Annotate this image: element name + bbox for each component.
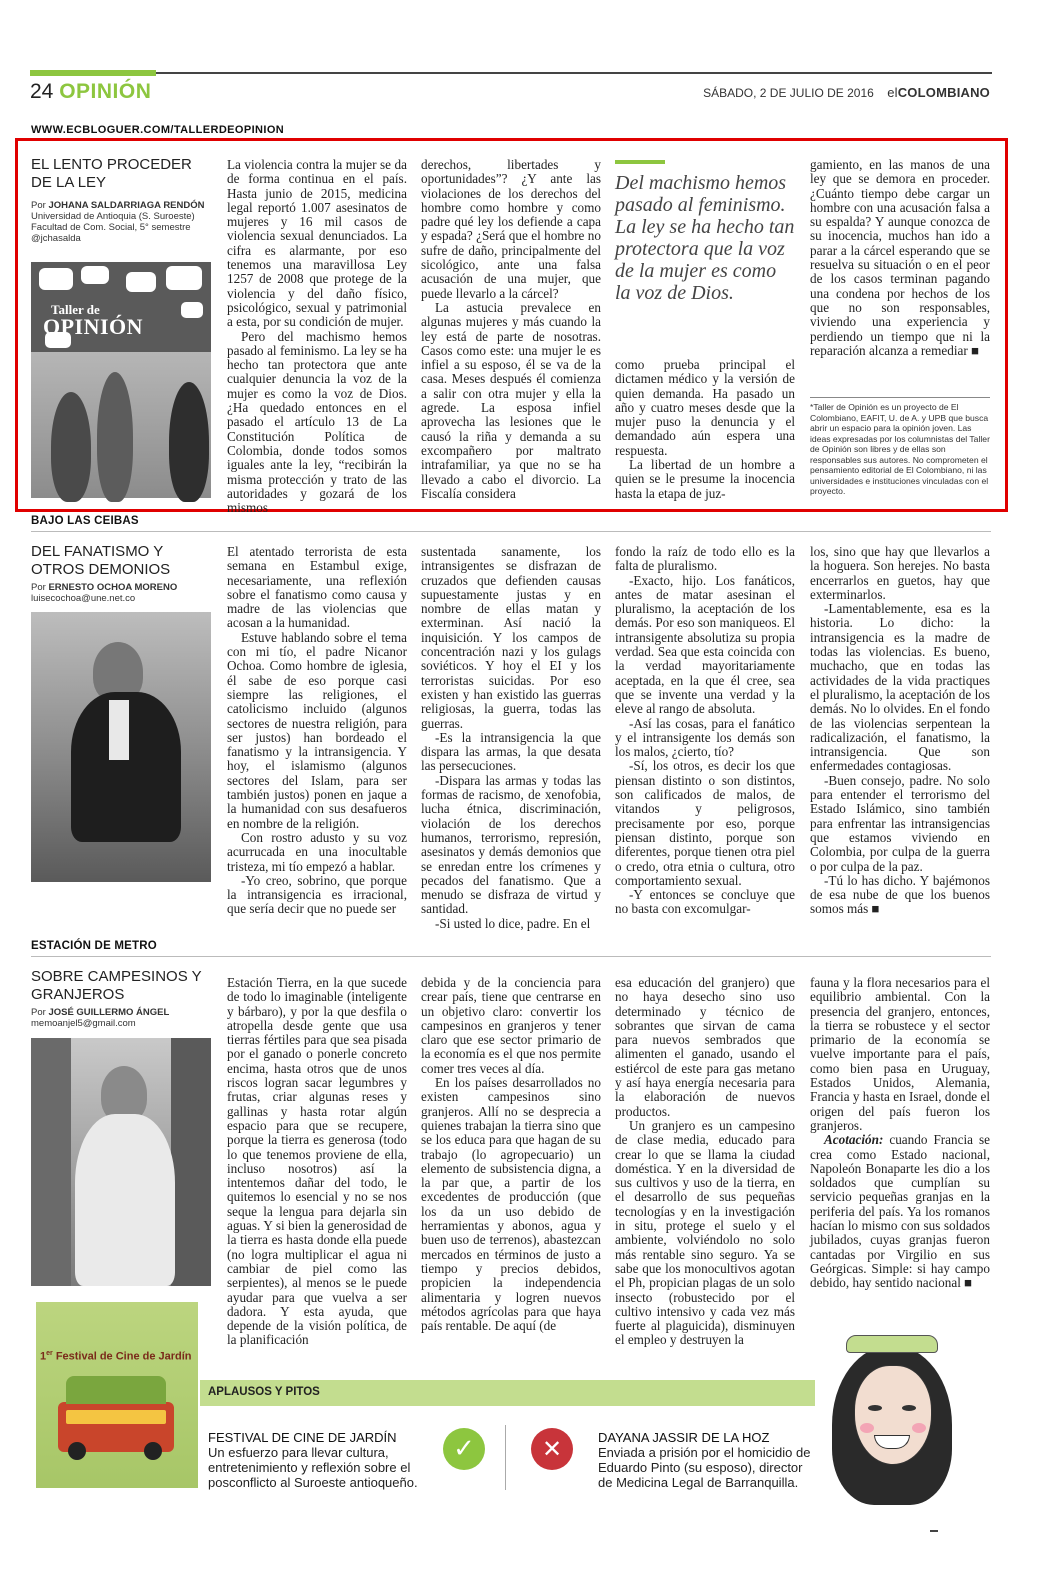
article3-column-2: debida y de la conciencia para crear país, tiene que centrarse en un objetivo claro: convertir los campesinos en granjeros y tener claro que ese sector primario de la economía es el que nos permite comer tres veces al día. En los países desarrollados no existen campesinos sino granjeros. Allí no se desprecia a quienes trabajan la tierra sino que se los educa para que hagan de su trabajo (lo agropecuario) un elemento de subsistencia digna, a la par que, a partir de los excedentes de producción (que los da un uso debido de herramientas y abonos, agua y buen uso de terrenos), abastezcan mercados en términos de justo a tiempo y precios debidos, propicien la independencia alimentaria y logren nuevos métodos agrícolas para que haya país rentable. De aquí (de [421, 975, 601, 1334]
taller-opinion-image [31, 262, 211, 498]
article1-affiliation: Universidad de Antioquia (S. Suroeste) [31, 211, 195, 222]
article2-byline: Por ERNESTO OCHOA MORENO luisecochoa@une.net.co [31, 582, 216, 604]
taller-logo-line1: Taller de [51, 302, 100, 317]
caricature-illustration [832, 1325, 962, 1505]
author-photo-ernesto [31, 612, 211, 882]
dateline [703, 85, 990, 100]
page-mark [930, 1530, 938, 1532]
issue-date: SÁBADO, 2 DE JULIO DE 2016 [703, 86, 874, 100]
article1-title: EL LENTO PROCEDER DE LA LEY [31, 156, 192, 191]
article2-column-1: El atentado terrorista de esta semana en Estambul exige, necesariamente, una reflexión sobre el fanatismo como causa y madre de las violencias que acosan a la humanidad. Estuve hablando sobre el tema con mi tío, el padre Nicanor Ochoa. Como hombre de iglesia, él sabe de eso porque casi siempre las religiones, el catolicismo incluido (algunos sectores de nuestra religión, para ser justos) han bordeado el fanatismo y la intransigencia. Y hoy, el islamismo (algunos sectores del Islam, para ser también justos) ponen en jaque a la humanidad con sus desafueros en nombre de la religión. Con rostro adusto y su voz acurrucada en una inocultable tristeza, mi tío empezó a hablar. -Yo creo, sobrino, que porque la intransigencia es irracional, que sería decir que no puede ser [227, 544, 407, 917]
pito-text: Enviada a prisión por el homicidio de Eduardo Pinto (su esposo), director de Medicina Legal de Barranquilla. [598, 1445, 811, 1490]
article3-author: JOSÉ GUILLERMO ÁNGEL [48, 1007, 170, 1018]
pito-title: DAYANA JASSIR DE LA HOZ [598, 1430, 770, 1445]
taller-url[interactable]: WWW.ECBLOGUER.COM/TALLERDEOPINION [31, 124, 285, 136]
pullquote: Del machismo hemos pasado al feminismo. La ley se ha hecho tan protectora que la voz de la mujer es como la voz de Dios. [615, 172, 795, 304]
article3-email: memoanjel5@gmail.com [31, 1018, 136, 1029]
header-rule [30, 72, 992, 74]
page-header [30, 80, 151, 104]
article3-column-3: esa educación del granjero) que no haya desecho sino uso determinado y técnico de sobrantes que sirvan de cama para nuevos sembrados que alimenten el ganado, usando el estiércol de este para gas metano y así haya energía necesaria para la elaboración de nuevos productos. Un granjero es un campesino de clase media, educado para crear lo que se llama la ciudad doméstica. Y en la diversidad de sus cultivos y uso de la tierra, en el desarrollo de sus pequeñas tecnologías y en la investigación in situ, protege el suelo y el ambiente, volviéndolo no solo más rentable sino seguro. Ya se sabe que los monocultivos agotan el Ph, propician plagas de un solo insecto (robustecido por el cultivo intensivo y cada vez más fuerte al plaguicida), disminuyen el empleo y destruyen la [615, 975, 795, 1348]
article1-byline: Por JOHANA SALDARRIAGA RENDÓN Universidad de Antioquia (S. Suroeste) Facultad de Com. Social, 5° semestre @jchasalda [31, 200, 216, 244]
taller-logo-line2: OPINIÓN [43, 314, 144, 339]
page-number: 24 [30, 80, 54, 103]
article3-section: ESTACIÓN DE METRO [31, 940, 157, 952]
acotacion-label: Acotación: [824, 1132, 884, 1148]
aplausos-divider [505, 1425, 506, 1490]
aplausos-title: APLAUSOS Y PITOS [208, 1386, 320, 1398]
check-icon: ✓ [443, 1428, 485, 1470]
section-name: OPINIÓN [59, 80, 152, 103]
chiva-bus-graphic [58, 1402, 174, 1452]
article2-email: luisecochoa@une.net.co [31, 593, 136, 604]
article1-author: JOHANA SALDARRIAGA RENDÓN [48, 200, 205, 211]
article2-rule [31, 531, 991, 532]
article3-byline: Por JOSÉ GUILLERMO ÁNGEL memoanjel5@gmail.com [31, 1007, 216, 1029]
article2-column-4: los, sino que hay que llevarlos a la hoguera. Son herejes. No basta encerrarlos en guetos, hay que exterminarlos. -Lamentablemente, esa es la historia. Lo dicho: la intransigencia es la madre de todas las violencias. Es bueno, muchacho, que en todas las actividades de la vida practiques el pluralismo, la aceptación de los demás. No lo olvides. En el fondo de las violencias serpentean la radicalización, el fanatismo, la intransigencia. Que son enfermedades contagiosas. -Buen consejo, padre. No solo para entender el terrorismo del Estado Islámico, sino también para enfrentar las intransigencias que estamos viviendo en Colombia, por culpa de la guerra o por culpa de la paz. -Tú lo has dicho. Y bajémonos de esa nube de que los buenos somos más ■ [810, 544, 990, 917]
article2-title: DEL FANATISMO Y OTROS DEMONIOS [31, 543, 171, 578]
article1-handle: @jchasalda [31, 233, 81, 244]
note-rule [810, 397, 990, 398]
article2-column-3: fondo la raíz de todo ello es la falta de pluralismo. -Exacto, hijo. Los fanáticos, antes de matar asesinan el pluralismo, la aceptación de los demás. Por eso son maniqueos. El intransigente absolutiza su propia verdad. Sea que esta coincida con la verdad mayoritariamente aceptada, en la que él cree, sea que se invente una verdad y la eleve al rango de absoluta. -Así las cosas, para el fanático y el intransigente los demás son los malos, ¿cierto, tío? -Sí, los otros, es decir los que piensan distinto o son distintos, son calificados de malos, de vitandos y peligrosos, precisamente por eso, porque piensan distinto, porque son diferentes, porque tienen otra piel o credo, otra etnia o cultura, otro comportamiento sexual. -Y entonces se concluye que no basta con excomulgar- [615, 544, 795, 917]
article3-column-4: fauna y la flora necesarios para el equilibrio ambiental. Con la presencia del granjero, entonces, la tierra se robustece y el sector primario de la economía se vuelve importante para el país, como bien pasa en Uruguay, Estados Unidos, Alemania, Francia y hasta en Israel, donde el origen del país fueron los granjeros. Acotación: cuando Francia se crea como Estado nacional, Napoleón Bonaparte les dio a los soldados que cumplían su servicio pequeñas granjas en la periferia del país. Ya los romanos hacían lo mismo con sus soldados jubilados, cuyas granjas fueron cantadas por Virgilio en sus Geórgicas. Simple: si hay campo debido, hay sentido nacional ■ [810, 975, 990, 1291]
header-accent-bar [30, 70, 156, 76]
article3-rule [31, 956, 991, 957]
article3-title: SOBRE CAMPESINOS Y GRANJEROS [31, 968, 202, 1003]
festival-poster-title: 1er Festival de Cine de Jardín [40, 1350, 192, 1363]
pullquote-accent [615, 160, 665, 164]
article3-column-1: Estación Tierra, en la que sucede de todo lo imaginable (inteligente y bárbaro), y por la que desfila o atropella desde gente que usa tierras fértiles para que sea pisada por el ganado o ponerle concreto encima, hasta otros que de unos riscos logran sacar legumbres y frutas, criar algunas reses y gallinas y hasta rotar algún espacio para que se recupere, porque la tierra es generosa (todo lo que tenemos proviene de ella, incluso nosotros) así la intentemos dañar del todo, le quitemos lo esencial y no se nos seque la lengua para dejarla sin aguas. Y si bien la generosidad de la tierra es hasta donde ella puede (no logra multiplicar el agua ni cambiar de piel como las serpientes), al menos se le puede ayudar para que vuelva a ser dadora. Y esta ayuda, que depende de la visión política, de la planificación [227, 975, 407, 1348]
article1-column-1: La violencia contra la mujer se da de forma continua en el país. Hasta junio de 2015, medicina legal reportó 1.007 asesinatos de mujeres y 16 mil casos de violencia sexual denunciados. La cifra es alarmante, por eso tenemos una maravillosa Ley 1257 de 2008 que protege de la violencia y del daño físico, psicológico, sexual y patrimonial a esta, por su condición de mujer. Pero del machismo hemos pasado al feminismo. La ley se ha hecho tan protectora que ante cualquier denuncia la voz de la mujer es como la voz de Dios. ¿Ha quedado entonces en el pasado el artículo 13 de La Constitución Política de Colombia, donde todos somos iguales ante la ley, “recibirán la misma protección y trato de las autoridades y gozará de los mismos [227, 157, 407, 516]
festival-poster [36, 1302, 198, 1488]
taller-note: *Taller de Opinión es un proyecto de El Colombiano, EAFIT, U. de A. y UPB que busca abrir un espacio para la opinión joven. Las ideas expresadas por los columnistas del Taller de Opinión son libres y de ellas son responsables sus autores. No comprometen el pensamiento editorial de El Colombiano, ni las universidades e instituciones vinculadas con el proyecto. [810, 402, 990, 496]
author-photo-jose [31, 1038, 211, 1286]
newspaper-brand: elCOLOMBIANO [887, 85, 990, 100]
article1-column-2: derechos, libertades y oportunidades”? ¿Y ante las violaciones de los derechos del hombre como hombre y como padre qué ley los defiende a capa y espada? ¿Será que el hombre no sufre de daño, principalmente del sicológico, ante una falsa acusación de una mujer, que puede llevarlo a la cárcel? La astucia prevalece en algunas mujeres y más cuando la ley está de parte de nosotras. Casos como este: una mujer le es infiel a su esposo, él se va de la casa. Meses después él comienza a salir con otra mujer y ella la agrede. La esposa infiel aprovecha las lesiones que le causó la riña y demanda a su excompañero por maltrato intrafamiliar, ya que no se ha llevado a cabo el divorcio. La Fiscalía considera [421, 157, 601, 501]
aplauso-text: Un esfuerzo para llevar cultura, entretenimiento y reflexión sobre el posconflicto al Suroeste antioqueño. [208, 1445, 418, 1490]
article2-author: ERNESTO OCHOA MORENO [48, 582, 178, 593]
article2-column-2: sustentada sanamente, los intransigentes se disfrazan de cruzados que defienden causas supuestamente justas y en nombre de ellas matan y exterminan. Así nació la inquisición. Y los campos de concentración nazi y los gulags soviéticos. Y hoy el EI y los terroristas suicidas. Por eso existen y han existido las guerras religiosas, la guerra, todas las guerras. -Es la intransigencia la que dispara las armas, la que desata las persecuciones. -Dispara las armas y todas las formas de racismo, de xenofobia, lucha étnica, discriminación, violación de los derechos humanos, terrorismo, represión, asesinatos y demás demonios que se enredan entre los crímenes y pecados del fanatismo. Que a menudo se disfraza de virtud y santidad. -Si usted lo dice, padre. En el [421, 544, 601, 931]
cross-icon: ✕ [531, 1428, 573, 1470]
aplauso-title: FESTIVAL DE CINE DE JARDÍN [208, 1430, 397, 1445]
article1-column-4: gamiento, en las manos de una ley que se demora en proceder. ¿Cuánto tiempo debe cargar un hombre con una acusación falsa a su espalda? Y aunque conozca de su inocencia, muchos han ido a parar a la cárcel esperando que se resuelva su situación o en el peor de los casos terminan pagando una condena por hechos de los que no son responsables, viviendo una experiencia y perdiendo un tiempo que ni la reparación alcanza a remediar ■ [810, 157, 990, 358]
article1-column-3: como prueba principal el dictamen médico y la versión de quien demanda. Ha pasado un año y cuatro meses desde que la mujer puso la denuncia y el demandado aún espera una respuesta. La libertad de un hombre a quien se le presume la inocencia hasta la etapa de juz- [615, 357, 795, 501]
article2-section: BAJO LAS CEIBAS [31, 515, 139, 527]
